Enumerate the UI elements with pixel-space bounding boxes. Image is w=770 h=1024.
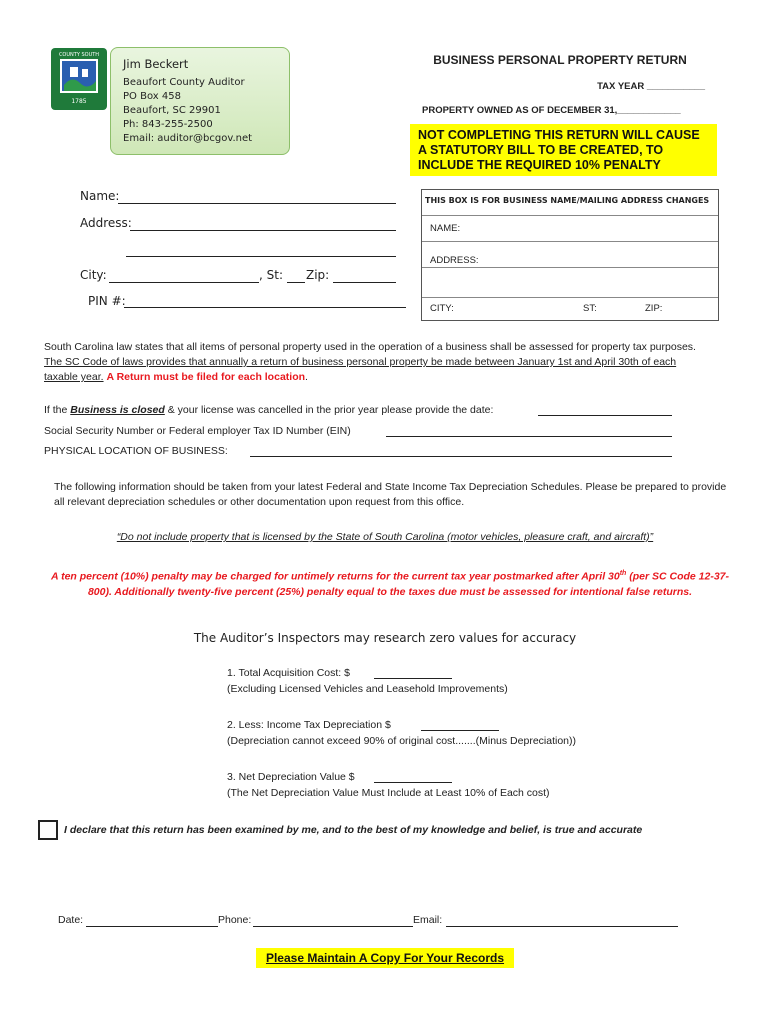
name-field[interactable] bbox=[118, 203, 396, 204]
closed-prefix: If the bbox=[44, 404, 71, 416]
svg-text:COUNTY SOUTH: COUNTY SOUTH bbox=[58, 52, 100, 58]
change-box-header: THIS BOX IS FOR BUSINESS NAME/MAILING ADDRESS CHANGES bbox=[422, 190, 718, 216]
auditor-address-1: PO Box 458 bbox=[123, 91, 181, 102]
phone-label: Phone: bbox=[218, 914, 252, 926]
net-depreciation-field[interactable] bbox=[374, 782, 452, 783]
intro-period: . bbox=[305, 371, 308, 383]
net-depreciation-label: 3. Net Depreciation Value $ bbox=[227, 771, 355, 783]
intro-paragraph bbox=[44, 340, 704, 385]
penalty-note bbox=[50, 566, 730, 600]
depreciation-info: The following information should be taken from your latest Federal and State Income Tax Depreciation Schedules. Please be prepared to provide all relevant depreciation schedules or other documentation upon request from this office. bbox=[54, 481, 727, 508]
svg-text:1785: 1785 bbox=[71, 98, 87, 105]
acquisition-cost-field[interactable] bbox=[374, 678, 452, 679]
auditor-name: Jim Beckert bbox=[123, 57, 189, 71]
auditor-phone: Ph: 843-255-2500 bbox=[123, 119, 213, 130]
email-field[interactable] bbox=[446, 926, 678, 927]
address-label: Address: bbox=[80, 216, 132, 230]
zip-field[interactable] bbox=[333, 282, 396, 283]
date-label: Date: bbox=[58, 914, 84, 926]
change-address-field[interactable] bbox=[422, 242, 718, 268]
auditor-title: Beaufort County Auditor bbox=[123, 77, 245, 88]
change-address-label: ADDRESS: bbox=[430, 255, 479, 266]
inspectors-note: The Auditor’s Inspectors may research zero values for accuracy bbox=[193, 631, 577, 645]
tax-year-field[interactable]: TAX YEAR ___________ bbox=[597, 81, 705, 92]
owned-as-of-field[interactable]: PROPERTY OWNED AS OF DECEMBER 31,____________ bbox=[422, 105, 681, 116]
maintain-copy-note: Please Maintain A Copy For Your Records bbox=[256, 948, 514, 968]
ssn-ein-label: Social Security Number or Federal employer Tax ID Number (EIN) bbox=[44, 425, 351, 437]
state-label: , St: bbox=[259, 268, 283, 282]
change-city-label: CITY: bbox=[430, 303, 454, 314]
email-label: Email: bbox=[413, 914, 443, 926]
change-zip-label: ZIP: bbox=[645, 303, 663, 314]
phone-field[interactable] bbox=[253, 926, 413, 927]
zip-label: Zip: bbox=[306, 268, 330, 282]
exclusion-note: “Do not include property that is licensed by the State of South Carolina (motor vehicles, pleasure craft, and aircraft)” bbox=[116, 531, 654, 543]
acquisition-cost-note: (Excluding Licensed Vehicles and Leasehold Improvements) bbox=[227, 683, 508, 695]
physical-location-label: PHYSICAL LOCATION OF BUSINESS: bbox=[44, 445, 228, 457]
acquisition-cost-label: 1. Total Acquisition Cost: $ bbox=[227, 667, 350, 679]
change-name-field[interactable] bbox=[422, 216, 718, 242]
physical-location-field[interactable] bbox=[250, 456, 672, 457]
change-state-label: ST: bbox=[583, 303, 597, 314]
net-depreciation-note: (The Net Depreciation Value Must Include at Least 10% of Each cost) bbox=[227, 787, 550, 799]
page-title: BUSINESS PERSONAL PROPERTY RETURN bbox=[433, 53, 687, 67]
address-field[interactable] bbox=[130, 230, 396, 231]
business-closed-label bbox=[44, 403, 493, 418]
depreciation-label: 2. Less: Income Tax Depreciation $ bbox=[227, 719, 391, 731]
penalty-note-part1: A ten percent (10%) penalty may be charged for untimely returns for the current tax year postmarked after April 30 bbox=[50, 570, 620, 583]
declaration-checkbox[interactable] bbox=[38, 820, 58, 840]
auditor-contact-box bbox=[110, 47, 290, 155]
intro-text: South Carolina law states that all items of personal property used in the operation of a business shall be assessed for property tax purposes. bbox=[44, 341, 696, 353]
penalty-note-part2: (per SC Code 12-37-800). Additionally twenty-five percent (25%) penalty equal to the taxes due must be assessed for intentional false returns. bbox=[87, 570, 730, 598]
closed-suffix: & your license was cancelled in the prior year please provide the date: bbox=[164, 404, 494, 416]
intro-code-text: The SC Code of laws provides that annually a return of business personal property be made between January 1st and April 30th of each taxable year. bbox=[44, 356, 677, 383]
address-field-line-2[interactable] bbox=[126, 256, 396, 257]
change-city-row[interactable] bbox=[422, 298, 718, 322]
depreciation-field[interactable] bbox=[421, 730, 499, 731]
intro-location-note: A Return must be filed for each location bbox=[106, 371, 306, 383]
change-address-field-2[interactable] bbox=[422, 268, 718, 298]
state-field[interactable] bbox=[287, 282, 305, 283]
auditor-address-2: Beaufort, SC 29901 bbox=[123, 105, 221, 116]
county-seal bbox=[50, 47, 108, 111]
ssn-ein-field[interactable] bbox=[386, 436, 672, 437]
city-field[interactable] bbox=[109, 282, 259, 283]
address-change-box bbox=[421, 189, 719, 321]
auditor-email: Email: auditor@bcgov.net bbox=[123, 133, 253, 144]
depreciation-note: (Depreciation cannot exceed 90% of original cost.......(Minus Depreciation)) bbox=[227, 735, 577, 747]
closed-emphasis: Business is closed bbox=[70, 404, 165, 416]
penalty-warning-banner: NOT COMPLETING THIS RETURN WILL CAUSE A STATUTORY BILL TO BE CREATED, TO INCLUDE THE REQUIRED 10% PENALTY bbox=[410, 124, 717, 176]
city-label: City: bbox=[80, 268, 107, 282]
date-field[interactable] bbox=[86, 926, 218, 927]
declaration-text: I declare that this return has been examined by me, and to the best of my knowledge and belief, is true and accurate bbox=[64, 824, 643, 836]
pin-field[interactable] bbox=[124, 307, 406, 308]
name-label: Name: bbox=[80, 189, 120, 203]
closed-date-field[interactable] bbox=[538, 415, 672, 416]
penalty-note-sup: th bbox=[619, 570, 627, 577]
pin-label: PIN #: bbox=[88, 294, 126, 308]
change-name-label: NAME: bbox=[430, 223, 461, 234]
